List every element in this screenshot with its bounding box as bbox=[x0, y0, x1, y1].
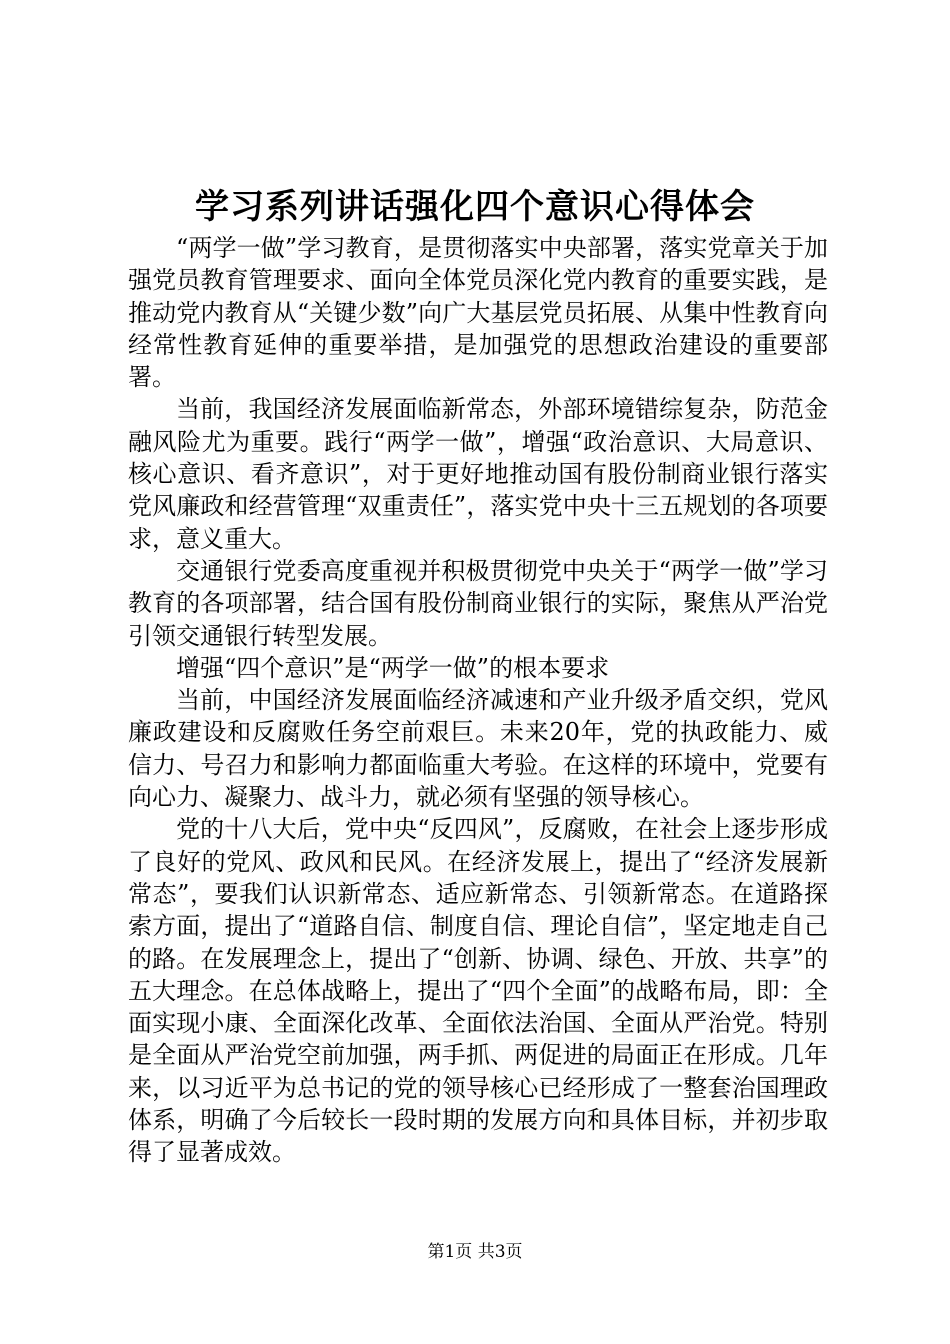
document-title: 学习系列讲话强化四个意识心得体会 bbox=[195, 187, 755, 227]
document-body bbox=[128, 232, 828, 1169]
paragraph: “两学一做”学习教育，是贯彻落实中央部署，落实党章关于加强党员教育管理要求、面向全体党员深化党内教育的重要实践，是推动党内教育从“关键少数”向广大基层党员拓展、从集中性教育向经常性教育延伸的重要举措，是加强党的思想政治建设的重要部署。 bbox=[128, 234, 828, 392]
paragraph: 党的十八大后，党中央“反四风”，反腐败，在社会上逐步形成了良好的党风、政风和民风。在经济发展上，提出了“经济发展新常态”，要我们认识新常态、适应新常态、引领新常态。在道路探索方面，提出了“道路自信、制度自信、理论自信”，坚定地走自己的路。在发展理念上，提出了“创新、协调、绿色、开放、共享”的五大理念。在总体战略上，提出了“四个全面”的战略布局，即：全面实现小康、全面深化改革、全面依法治国、全面从严治党。特别是全面从严治党空前加强，两手抓、两促进的局面正在形成。几年来，以习近平为总书记的党的领导核心已经形成了一整套治国理政体系，明确了今后较长一段时期的发展方向和具体目标，并初步取得了显著成效。 bbox=[128, 815, 828, 1167]
paragraph: 当前，我国经济发展面临新常态，外部环境错综复杂，防范金融风险尤为重要。践行“两学一做”，增强“政治意识、大局意识、核心意识、看齐意识”，对于更好地推动国有股份制商业银行落实党风廉政和经营管理“双重责任”，落实党中央十三五规划的各项要求，意义重大。 bbox=[128, 395, 828, 553]
paragraph: 当前，中国经济发展面临经济减速和产业升级矛盾交织，党风廉政建设和反腐败任务空前艰巨。未来20年，党的执政能力、威信力、号召力和影响力都面临重大考验。在这样的环境中，党要有向心力、凝聚力、战斗力，就必须有坚强的领导核心。 bbox=[128, 686, 828, 812]
paragraph: 交通银行党委高度重视并积极贯彻党中央关于“两学一做”学习教育的各项部署，结合国有股份制商业银行的实际，聚焦从严治党引领交通银行转型发展。 bbox=[128, 556, 828, 650]
page-number-footer: 第1页 共3页 bbox=[427, 1242, 523, 1262]
section-heading: 增强“四个意识”是“两学一做”的根本要求 bbox=[176, 653, 610, 682]
